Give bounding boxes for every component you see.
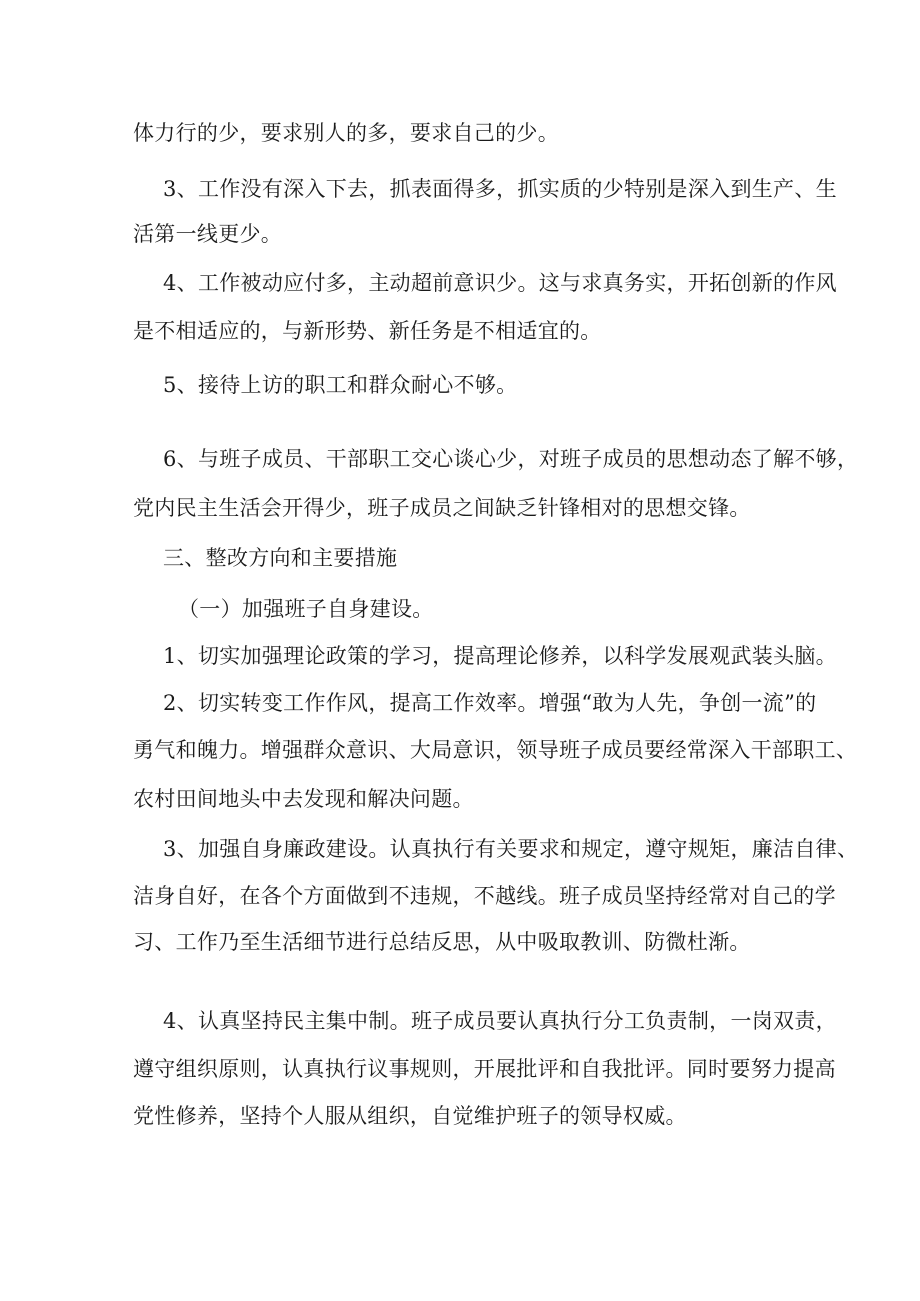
text-line: 5、接待上访的职工和群众耐心不够。 — [163, 373, 518, 397]
text-line: 活第一线更少。 — [133, 222, 283, 246]
text-line: 3、工作没有深入下去，抓表面得多，抓实质的少特别是深入到生产、生 — [163, 177, 837, 201]
text-line: 4、认真坚持民主集中制。班子成员要认真执行分工负责制，一岗双责， — [163, 1009, 837, 1033]
section-heading: 三、整改方向和主要措施 — [163, 546, 398, 570]
subsection-heading: （一）加强班子自身建设。 — [178, 597, 434, 621]
text-line: 党性修养，坚持个人服从组织，自觉维护班子的领导权威。 — [133, 1104, 687, 1128]
text-line: 6、与班子成员、干部职工交心谈心少，对班子成员的思想动态了解不够， — [163, 447, 859, 471]
text-line: 1、切实加强理论政策的学习，提高理论修养，以科学发展观武装头脑。 — [163, 644, 837, 668]
text-line: 3、加强自身廉政建设。认真执行有关要求和规定，遵守规矩，廉洁自律、 — [163, 837, 859, 861]
text-line: 是不相适应的，与新形势、新任务是不相适宜的。 — [133, 319, 602, 343]
text-line: 体力行的少，要求别人的多，要求自己的少。 — [133, 121, 559, 145]
text-line: 习、工作乃至生活细节进行总结反思，从中吸取教训、防微杜渐。 — [133, 930, 751, 954]
text-line: 遵守组织原则，认真执行议事规则，开展批评和自我批评。同时要努力提高 — [133, 1057, 836, 1081]
text-line: 4、工作被动应付多，主动超前意识少。这与求真务实，开拓创新的作风 — [163, 271, 837, 295]
text-line: 洁身自好，在各个方面做到不违规，不越线。班子成员坚持经常对自己的学 — [133, 884, 836, 908]
text-line: 勇气和魄力。增强群众意识、大局意识，领导班子成员要经常深入干部职工、 — [133, 738, 858, 762]
text-line: 党内民主生活会开得少，班子成员之间缺乏针锋相对的思想交锋。 — [133, 496, 751, 520]
text-line: 2、切实转变工作作风，提高工作效率。增强“敢为人先，争创一流”的 — [163, 691, 817, 715]
text-line: 农村田间地头中去发现和解决问题。 — [133, 787, 474, 811]
